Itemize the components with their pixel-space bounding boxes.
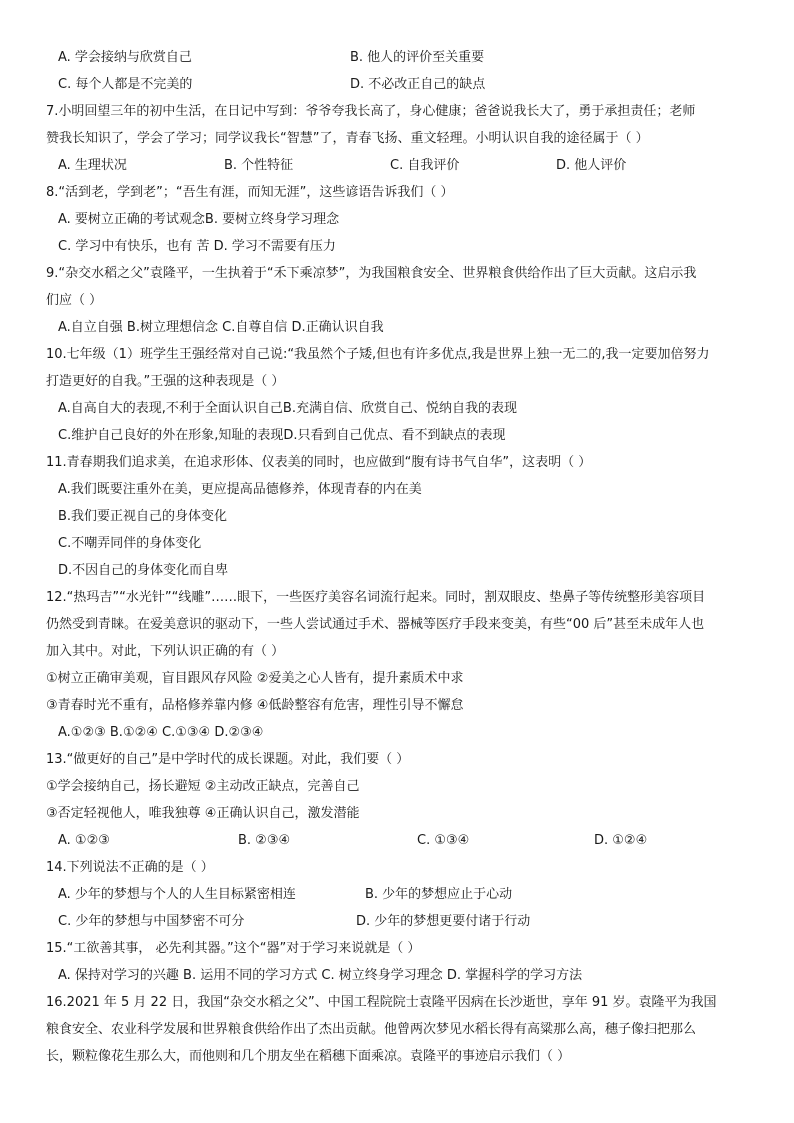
q8-stem: 8.“活到老，学到老”；“吾生有涯，而知无涯”，这些谚语告诉我们（ ） [46, 185, 454, 200]
q13-items-line-1: ①学会接纳自己，扬长避短 ②主动改正缺点，完善自己 [46, 779, 360, 794]
q15-options: A. 保持对学习的兴趣 B. 运用不同的学习方式 C. 树立终身学习理念 D. 掌握科学的学习方法 [58, 968, 583, 983]
q14-options-row-1 [46, 881, 754, 908]
q11-option-d: D.不因自己的身体变化而自卑 [58, 563, 229, 578]
q9-stem-line-1: 9.“杂交水稻之父”袁隆平，一生执着于“禾下乘凉梦”，为我国粮食安全、世界粮食供给作出了巨大贡献。这启示我 [46, 266, 697, 281]
q7-option-b: B. 个性特征 [224, 158, 294, 173]
q11-option-c: C.不嘲弄同伴的身体变化 [58, 536, 202, 551]
q7-options [46, 152, 754, 179]
q7-option-d: D. 他人评价 [556, 158, 627, 173]
q14-option-b: B. 少年的梦想应止于心动 [365, 887, 513, 902]
q7-stem-line-1: 7.小明回望三年的初中生活，在日记中写到：爷爷夸我长高了，身心健康；爸爸说我长大了，勇于承担责任；老师 [46, 104, 696, 119]
q13-option-c: C. ①③④ [417, 833, 470, 848]
q12-stem-line-3: 加入其中。对此，下列认识正确的有（ ） [46, 644, 285, 659]
q16-stem-line-1: 16.2021 年 5 月 22 日，我国“杂交水稻之父”、中国工程院院士袁隆平因病在长沙逝世，享年 91 岁。袁隆平为我国 [46, 995, 717, 1010]
q9-stem-line-2: 们应（ ） [46, 293, 103, 308]
q6-option-a: A. 学会接纳与欣赏自己 [58, 50, 192, 65]
q8-options-ab: A. 要树立正确的考试观念B. 要树立终身学习理念 [58, 212, 340, 227]
q12-stem-line-2: 仍然受到青睐。在爱美意识的驱动下，一些人尝试通过手术、器械等医疗手段来变美，有些“00 后”甚至未成年人也 [46, 617, 705, 632]
q6-option-d: D. 不必改正自己的缺点 [350, 77, 486, 92]
q14-option-a: A. 少年的梦想与个人的人生目标紧密相连 [58, 887, 296, 902]
q14-stem: 14.下列说法不正确的是（ ） [46, 860, 214, 875]
q15-stem: 15.“工欲善其事， 必先利其器。”这个“器”对于学习来说就是（ ） [46, 941, 421, 956]
q16-stem-line-3: 长，颗粒像花生那么大，而他则和几个朋友坐在稻穗下面乘凉。袁隆平的事迹启示我们（ ） [46, 1049, 571, 1064]
q13-stem: 13.“做更好的自己”是中学时代的成长课题。对此，我们要（ ） [46, 752, 410, 767]
q13-items-line-2: ③否定轻视他人，唯我独尊 ④正确认识自己，激发潜能 [46, 806, 360, 821]
q11-option-b: B.我们要正视自己的身体变化 [58, 509, 228, 524]
q16-stem-line-2: 粮食安全、农业科学发展和世界粮食供给作出了杰出贡献。他曾两次梦见水稻长得有高粱那么高，穗子像扫把那么 [46, 1022, 697, 1037]
q13-options [46, 827, 754, 854]
q7-stem-line-2: 赞我长知识了，学会了学习；同学议我长“智慧”了，青春飞扬、重文轻理。小明认识自我的途径属于（ ） [46, 131, 649, 146]
q11-stem: 11.青春期我们追求美，在追求形体、仪表美的同时，也应做到“腹有诗书气自华”，这表明（ ） [46, 455, 592, 470]
q11-option-a: A.我们既要注重外在美，更应提高品德修养，体现青春的内在美 [58, 482, 422, 497]
q6-option-c: C. 每个人都是不完美的 [58, 77, 193, 92]
q12-items-line-1: ①树立正确审美观，盲目跟风存风险 ②爱美之心人皆有，提升素质术中求 [46, 671, 464, 686]
q13-option-b: B. ②③④ [238, 833, 291, 848]
q9-options: A.自立自强 B.树立理想信念 C.自尊自信 D.正确认识自我 [58, 320, 384, 335]
q13-option-d: D. ①②④ [594, 833, 648, 848]
q14-option-d: D. 少年的梦想更要付诸于行动 [356, 914, 531, 929]
q10-options-cd: C.维护自己良好的外在形象,知耻的表现D.只看到自己优点、看不到缺点的表现 [58, 428, 506, 443]
q12-stem-line-1: 12.“热玛吉”“水光针”“线雕”……眼下，一些医疗美容名词流行起来。同时，割双眼皮、垫鼻子等传统整形美容项目 [46, 590, 706, 605]
q14-options-row-2 [46, 908, 754, 935]
q6-options-row-2 [46, 71, 754, 98]
q10-stem-line-2: 打造更好的自我。”王强的这种表现是（ ） [46, 374, 285, 389]
q10-options-ab: A.自高自大的表现,不利于全面认识自己B.充满自信、欣赏自己、悦纳自我的表现 [58, 401, 517, 416]
q6-options-row-1 [46, 44, 754, 71]
q12-items-line-2: ③青春时光不重有，品格修养靠内修 ④低龄整容有危害，理性引导不懈怠 [46, 698, 464, 713]
q13-option-a: A. ①②③ [58, 833, 110, 848]
q7-option-a: A. 生理状况 [58, 158, 127, 173]
q7-option-c: C. 自我评价 [390, 158, 460, 173]
q10-stem-line-1: 10.七年级（1）班学生王强经常对自己说:“我虽然个子矮,但也有许多优点,我是世界上独一无二的,我一定要加倍努力 [46, 347, 710, 362]
q14-option-c: C. 少年的梦想与中国梦密不可分 [58, 914, 245, 929]
q6-option-b: B. 他人的评价至关重要 [350, 50, 485, 65]
q8-options-cd: C. 学习中有快乐，也有 苦 D. 学习不需要有压力 [58, 239, 336, 254]
q12-options: A.①②③ B.①②④ C.①③④ D.②③④ [58, 725, 264, 740]
